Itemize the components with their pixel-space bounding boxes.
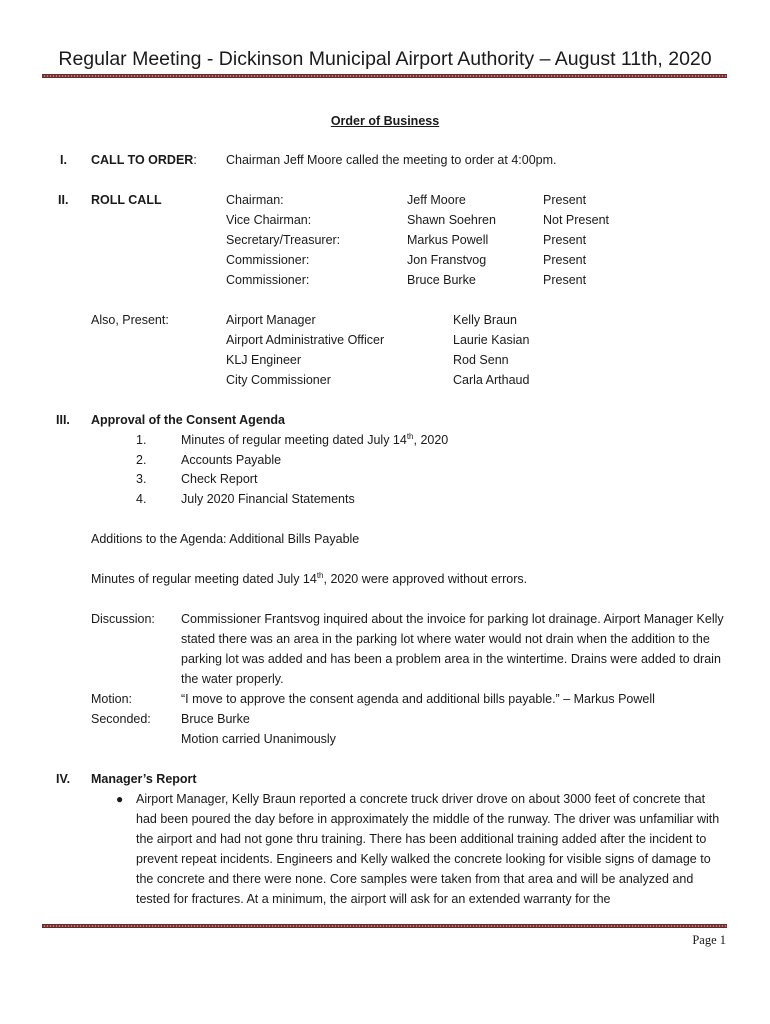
member-name: Bruce Burke: [407, 273, 476, 287]
list-item: Check Report: [181, 472, 258, 486]
attendee-role: Airport Administrative Officer: [226, 333, 385, 347]
member-role: Vice Chairman:: [226, 213, 312, 227]
discussion-label: Discussion:: [91, 612, 155, 626]
attendee-name: Carla Arthaud: [453, 373, 530, 387]
minutes-approval: Minutes of regular meeting dated July 14th, 2020 were approved without errors.: [91, 570, 528, 586]
managers-report-text: Airport Manager, Kelly Braun reported a concrete truck driver drove on about 3000 feet of concrete that had been poured the day before in approximately the middle of the runway. The driver was unfamiliar with the airport and had not gone thru training. There has been additional training added after the incident to prevent repeat incidents. Engineers and Kelly walked the concrete looking for visible signs of damage to the concrete and there were none. Core samples were taken from that area and will be analyzed and tested for fractures. At a minimum, the airport will ask for an extended warranty for the: [136, 792, 720, 906]
member-status: Present: [543, 253, 587, 267]
footer-divider: [42, 924, 727, 928]
roll-call-label: ROLL CALL: [91, 193, 162, 207]
list-item: Accounts Payable: [181, 453, 282, 467]
member-role: Commissioner:: [226, 273, 310, 287]
member-name: Jeff Moore: [407, 193, 466, 207]
list-item: July 2020 Financial Statements: [181, 492, 355, 506]
call-to-order-text: Chairman Jeff Moore called the meeting to order at 4:00pm.: [226, 153, 557, 167]
attendee-name: Kelly Braun: [453, 313, 517, 327]
consent-agenda-heading: Approval of the Consent Agenda: [91, 413, 285, 427]
list-item: Minutes of regular meeting dated July 14th, 2020: [181, 431, 449, 447]
page-title: Regular Meeting - Dickinson Municipal Airport Authority – August 11th, 2020: [58, 48, 712, 70]
list-number: 4.: [136, 492, 147, 506]
list-number: 3.: [136, 472, 147, 486]
member-name: Shawn Soehren: [407, 213, 496, 227]
agenda-additions: Additions to the Agenda: Additional Bills Payable: [91, 532, 360, 546]
order-of-business-heading: Order of Business: [330, 114, 440, 128]
member-name: Jon Franstvog: [407, 253, 487, 267]
member-status: Present: [543, 233, 587, 247]
page-number: Page 1: [692, 933, 726, 947]
motion-result: Motion carried Unanimously: [181, 732, 336, 746]
header-divider: [42, 74, 727, 78]
attendee-role: Airport Manager: [226, 313, 316, 327]
seconded-text: Bruce Burke: [181, 712, 250, 726]
section-numeral: IV.: [56, 772, 71, 786]
attendee-role: KLJ Engineer: [226, 353, 302, 367]
member-status: Not Present: [543, 213, 610, 227]
section-numeral: I.: [60, 153, 67, 167]
attendee-name: Laurie Kasian: [453, 333, 530, 347]
list-number: 1.: [136, 433, 147, 447]
member-role: Secretary/Treasurer:: [226, 233, 341, 247]
member-status: Present: [543, 273, 587, 287]
discussion-text: Commissioner Frantsvog inquired about the invoice for parking lot drainage. Airport Manager Kelly stated there was an area in the parking lot where water would not drain when the addition to the parking lot was added and has been a problem area in the wintertime. Drains were added to drain the water properly.: [181, 612, 724, 686]
attendee-role: City Commissioner: [226, 373, 331, 387]
member-status: Present: [543, 193, 587, 207]
motion-label: Motion:: [91, 692, 132, 706]
call-to-order-label: CALL TO ORDER:: [91, 153, 197, 167]
section-numeral: II.: [58, 193, 69, 207]
member-name: Markus Powell: [407, 233, 489, 247]
member-role: Chairman:: [226, 193, 284, 207]
motion-text: “I move to approve the consent agenda and additional bills payable.” – Markus Powell: [181, 692, 655, 706]
bullet-icon: ●: [116, 792, 124, 806]
section-numeral: III.: [56, 413, 70, 427]
member-role: Commissioner:: [226, 253, 310, 267]
seconded-label: Seconded:: [91, 712, 151, 726]
attendee-name: Rod Senn: [453, 353, 509, 367]
managers-report-heading: Manager’s Report: [91, 772, 197, 786]
list-number: 2.: [136, 453, 147, 467]
also-present-label: Also, Present:: [91, 313, 169, 327]
